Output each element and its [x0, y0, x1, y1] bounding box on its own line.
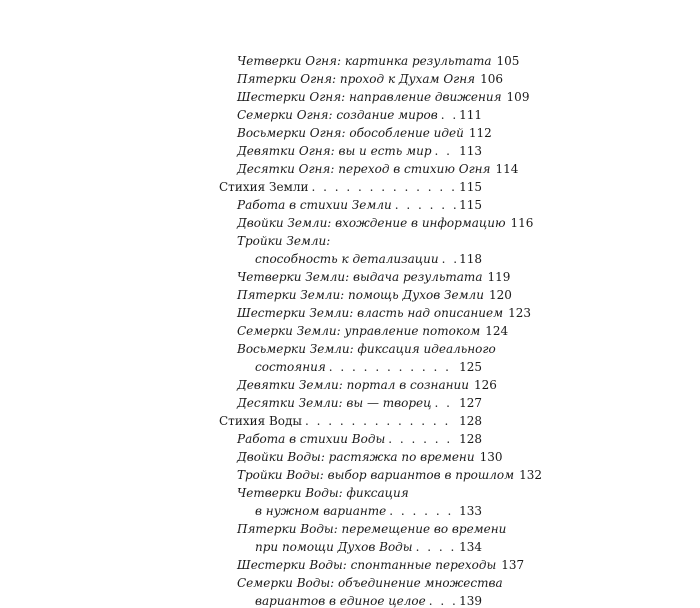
- toc-entry-title: Четверки Огня: картинка результата: [237, 54, 492, 68]
- leader-dots: [442, 252, 457, 266]
- toc-entry-page: 127: [459, 396, 482, 410]
- toc-entry-title-line1: Пятерки Воды: перемещение во времени: [237, 522, 507, 536]
- toc-entry-title-line1: Тройки Земли:: [237, 234, 331, 248]
- toc-entry-page: 128: [459, 414, 482, 428]
- leader-dots: [429, 594, 457, 608]
- toc-entry-title: Работа в стихии Воды: [237, 432, 386, 446]
- toc-entry-title: Шестерки Огня: направление движения: [237, 90, 502, 104]
- toc-entry-title: Семерки Земли: управление потоком: [237, 324, 481, 338]
- leader-dots: [395, 198, 457, 212]
- toc-entry-title: Шестерки Земли: власть над описанием: [237, 306, 504, 320]
- toc-entry-title: Девятки Земли: портал в сознании: [237, 378, 469, 392]
- toc-entry: [0, 234, 700, 266]
- leader-dots: [329, 360, 457, 374]
- toc-entry-title: Работа в стихии Земли: [237, 198, 392, 212]
- leader-dots: [312, 180, 458, 194]
- leader-dots: [435, 396, 458, 410]
- toc-entry-title-line2: при помощи Духов Воды: [255, 540, 413, 554]
- toc-entry-title-line2: способность к детализации: [255, 252, 439, 266]
- toc-section-title: Стихия Земли: [219, 180, 309, 194]
- toc-entry-title: Двойки Земли: вхождение в информацию: [237, 216, 506, 230]
- toc-entry-page: 133: [459, 504, 482, 518]
- toc-entry-title: Десятки Земли: вы — творец: [237, 396, 432, 410]
- toc-entry: [0, 342, 700, 374]
- leader-dots: [416, 540, 458, 554]
- toc-entry-page: 119: [487, 270, 511, 284]
- toc-entry-page: 139: [459, 594, 482, 608]
- toc-entry-page: 125: [459, 360, 482, 374]
- toc-entry-page: 105: [496, 54, 520, 68]
- toc-entry-title: Двойки Воды: растяжка по времени: [237, 450, 475, 464]
- toc-entry-page: 112: [468, 126, 492, 140]
- toc-entry-page: 126: [473, 378, 497, 392]
- toc-entry: [0, 522, 700, 554]
- toc-entry-page: 134: [459, 540, 482, 554]
- toc-entry-page: 132: [519, 468, 542, 482]
- leader-dots: [305, 414, 457, 428]
- toc-entry-title: Пятерки Огня: проход к Духам Огня: [237, 72, 476, 86]
- toc-entry-page: 106: [480, 72, 503, 86]
- toc-entry-title-line2: вариантов в единое целое: [255, 594, 426, 608]
- toc-entry-title: Десятки Огня: переход в стихию Огня: [237, 162, 491, 176]
- toc-entry-page: 124: [485, 324, 509, 338]
- toc-entry-title: Девятки Огня: вы и есть мир: [237, 144, 432, 158]
- toc-entry-title: Шестерки Воды: спонтанные переходы: [237, 558, 497, 572]
- toc-entry-page: 115: [459, 180, 482, 194]
- toc-entry-page: 109: [506, 90, 530, 104]
- toc-entry-page: 128: [459, 432, 482, 446]
- toc-entry-title-line1: Четверки Воды: фиксация: [237, 486, 409, 500]
- toc-entry-page: 130: [479, 450, 503, 464]
- toc-entry-page: 123: [508, 306, 531, 320]
- toc-entry: [0, 576, 700, 608]
- toc-entry-page: 118: [459, 252, 482, 266]
- toc-entry-page: 113: [459, 144, 482, 158]
- toc-section-title: Стихия Воды: [219, 414, 302, 428]
- toc-entry-title: Пятерки Земли: помощь Духов Земли: [237, 288, 484, 302]
- leader-dots: [435, 144, 458, 158]
- toc-entry-page: 116: [510, 216, 534, 230]
- toc-entry-page: 114: [495, 162, 519, 176]
- toc-entry-title-line1: Восьмерки Земли: фиксация идеального: [237, 342, 496, 356]
- toc-entry-title-line2: в нужном варианте: [255, 504, 387, 518]
- toc-entry-page: 137: [501, 558, 525, 572]
- toc-entry-page: 115: [459, 198, 482, 212]
- toc-entry-title-line1: Семерки Воды: объединение множества: [237, 576, 503, 590]
- toc-entry-title: Восьмерки Огня: обособление идей: [237, 126, 464, 140]
- leader-dots: [389, 504, 457, 518]
- toc-entry-page: 120: [488, 288, 512, 302]
- toc-entry: [0, 486, 700, 518]
- toc-entry-page: 111: [459, 108, 482, 122]
- toc-entry-title-line2: состояния: [255, 360, 326, 374]
- toc-entry-title: Четверки Земли: выдача результата: [237, 270, 483, 284]
- toc-entry-title: Семерки Огня: создание миров: [237, 108, 438, 122]
- toc-entry-title: Тройки Воды: выбор вариантов в прошлом: [237, 468, 515, 482]
- leader-dots: [388, 432, 457, 446]
- leader-dots: [441, 108, 457, 122]
